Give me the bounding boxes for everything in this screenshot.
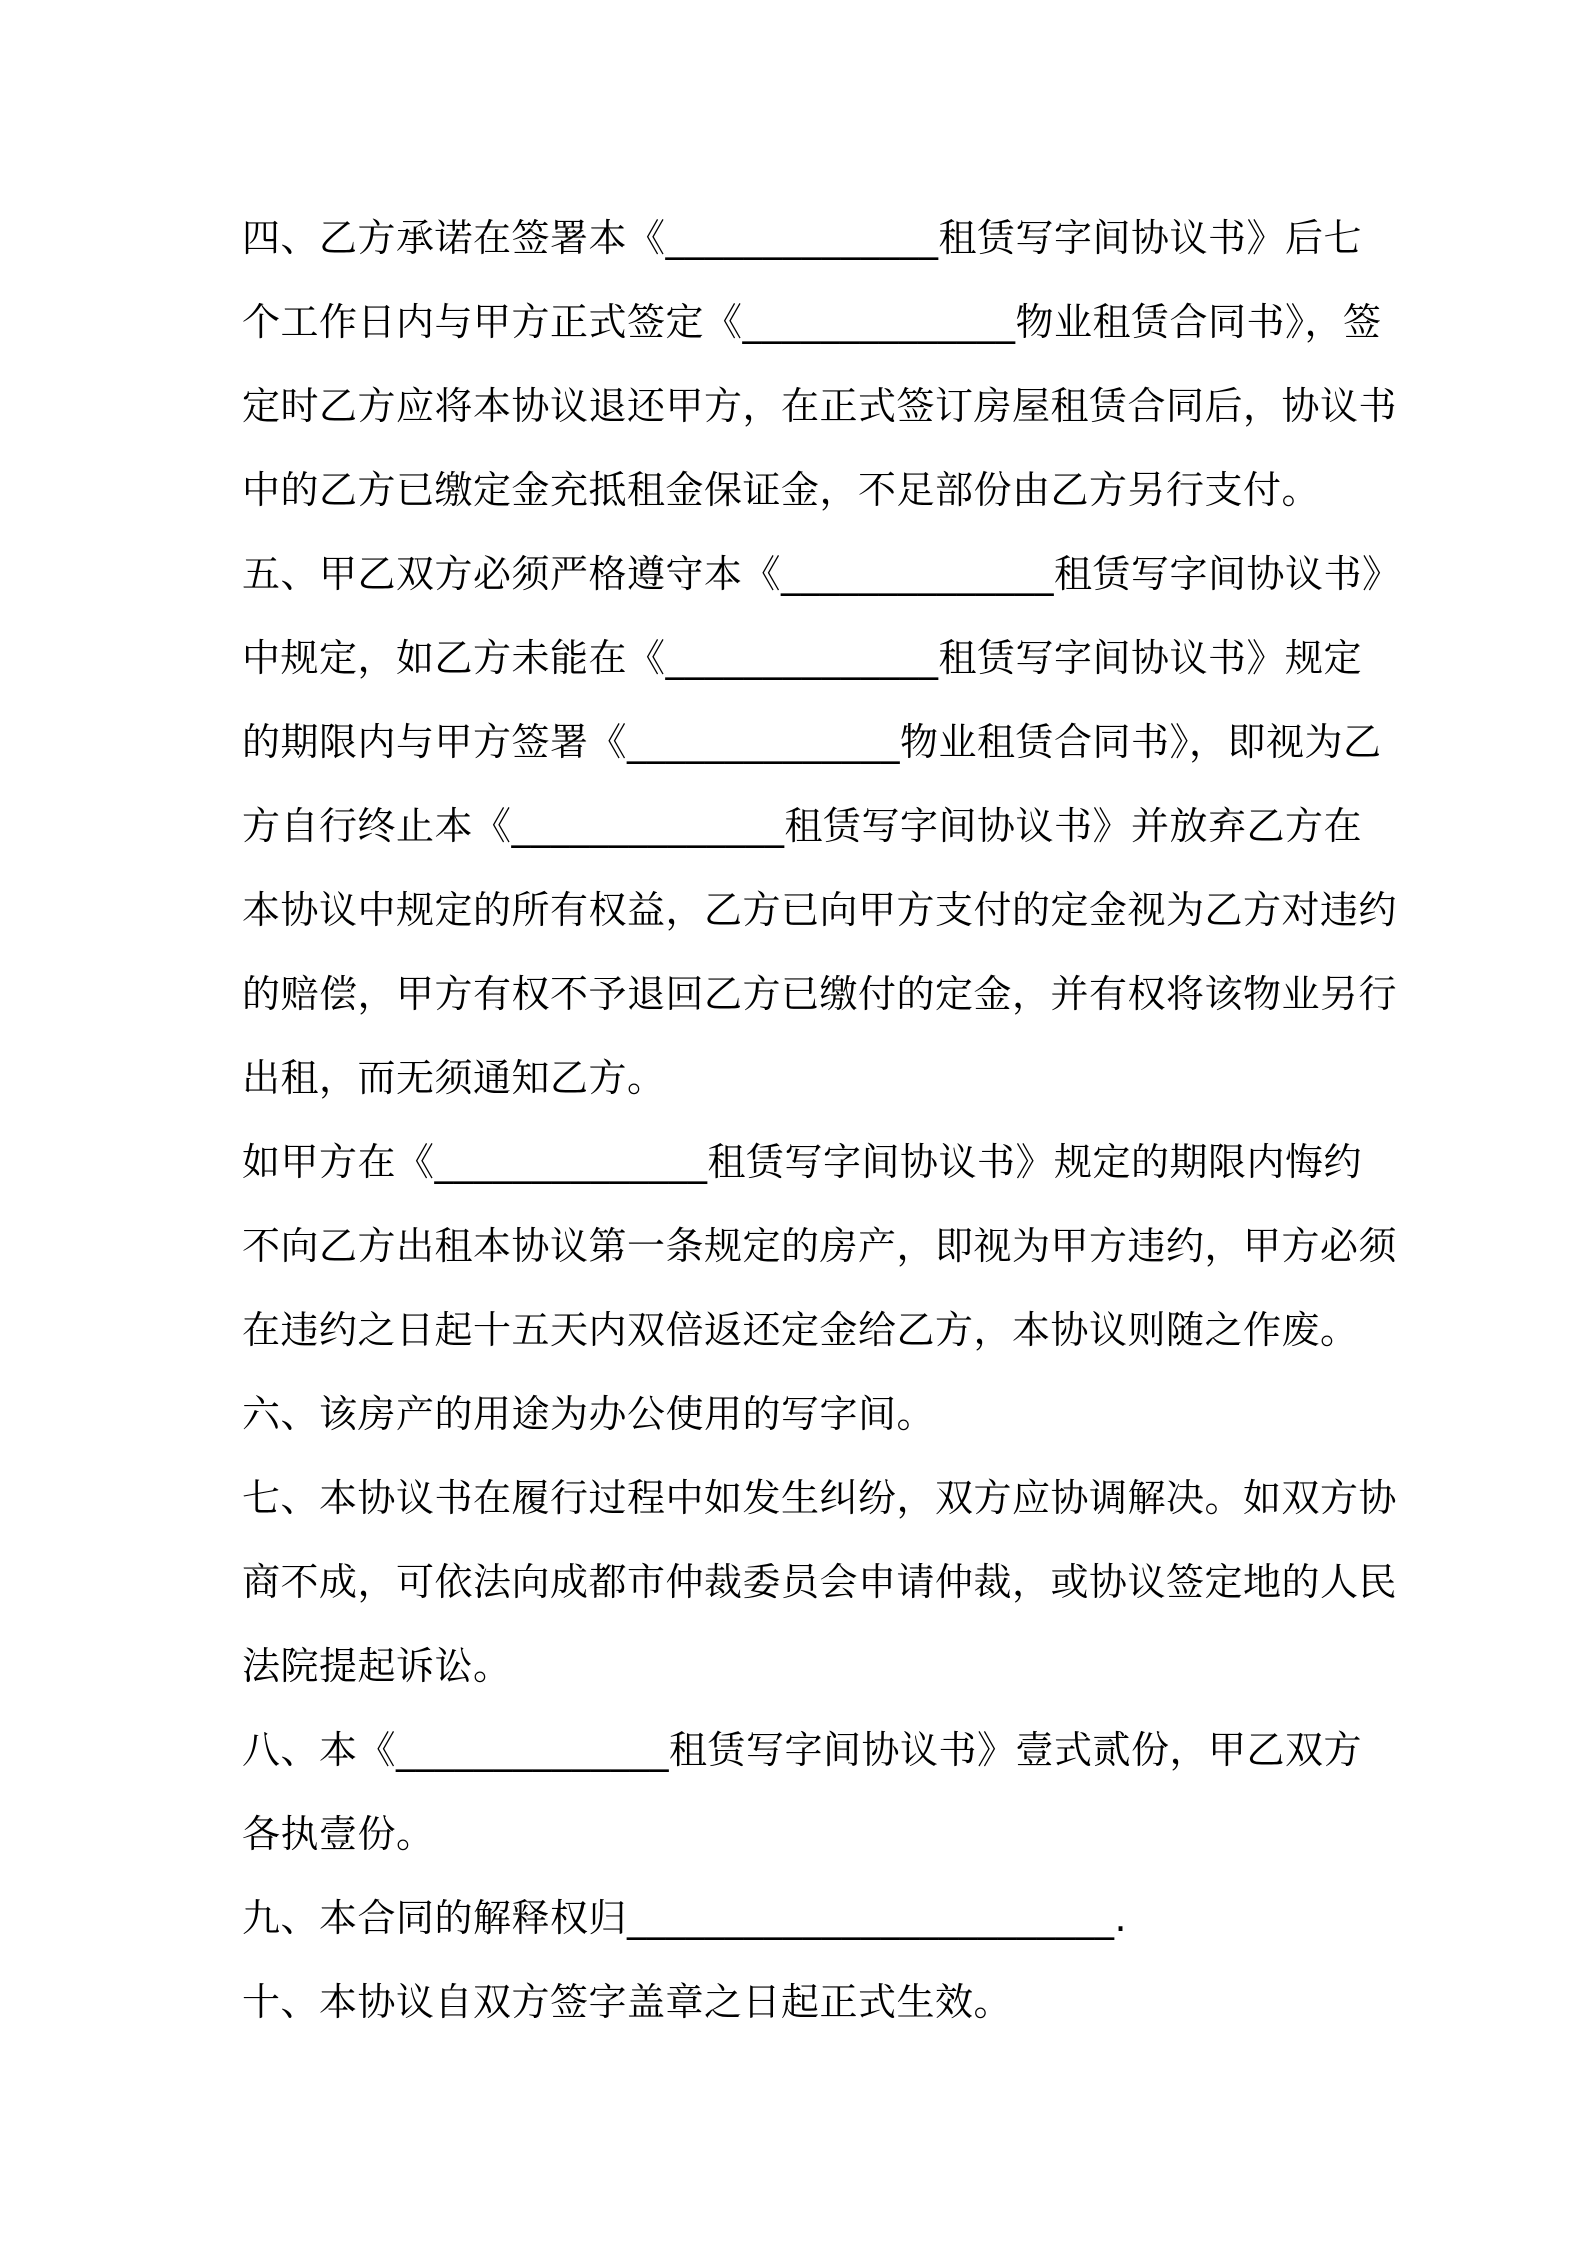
clause-5-line-1: 五、甲乙双方必须严格遵守本《______________租赁写字间协议书》	[242, 552, 1401, 596]
clause-5-line-2: 中规定，如乙方未能在《______________租赁写字间协议书》规定	[242, 636, 1363, 680]
clause-10-line-1: 十、本协议自双方签字盖章之日起正式生效。	[242, 1980, 1013, 2024]
clause-5b-line-1: 如甲方在《______________租赁写字间协议书》规定的期限内悔约	[242, 1140, 1363, 1184]
clause-9-line-1: 九、本合同的解释权归_________________________.	[242, 1896, 1128, 1940]
document-body	[242, 196, 1401, 2044]
clause-5-line-3: 的期限内与甲方签署《______________物业租赁合同书》，即视为乙	[242, 720, 1382, 764]
clause-7-line-2: 商不成，可依法向成都市仲裁委员会申请仲裁，或协议签定地的人民	[242, 1560, 1398, 1604]
clause-8-line-2: 各执壹份。	[242, 1812, 435, 1856]
clause-5-line-5: 本协议中规定的所有权益，乙方已向甲方支付的定金视为乙方对违约	[242, 888, 1398, 932]
clause-5-line-7: 出租，而无须通知乙方。	[242, 1056, 666, 1100]
clause-7-line-1: 七、本协议书在履行过程中如发生纠纷，双方应协调解决。如双方协	[242, 1476, 1398, 1520]
clause-8-line-1: 八、本《______________租赁写字间协议书》壹式贰份，甲乙双方	[242, 1728, 1363, 1772]
clause-5b-line-3: 在违约之日起十五天内双倍返还定金给乙方，本协议则随之作废。	[242, 1308, 1359, 1352]
clause-4-line-4: 中的乙方已缴定金充抵租金保证金，不足部份由乙方另行支付。	[242, 468, 1321, 512]
clause-5b-line-2: 不向乙方出租本协议第一条规定的房产，即视为甲方违约，甲方必须	[242, 1224, 1398, 1268]
clause-4-line-1: 四、乙方承诺在签署本《______________租赁写字间协议书》后七	[242, 216, 1363, 260]
clause-5-line-4: 方自行终止本《______________租赁写字间协议书》并放弃乙方在	[242, 804, 1363, 848]
clause-4-line-3: 定时乙方应将本协议退还甲方，在正式签订房屋租赁合同后，协议书	[242, 384, 1398, 428]
clause-5-line-6: 的赔偿，甲方有权不予退回乙方已缴付的定金，并有权将该物业另行	[242, 972, 1398, 1016]
clause-7-line-3: 法院提起诉讼。	[242, 1644, 512, 1688]
clause-6-line-1: 六、该房产的用途为办公使用的写字间。	[242, 1392, 936, 1436]
clause-4-line-2: 个工作日内与甲方正式签定《______________物业租赁合同书》，签	[242, 300, 1382, 344]
